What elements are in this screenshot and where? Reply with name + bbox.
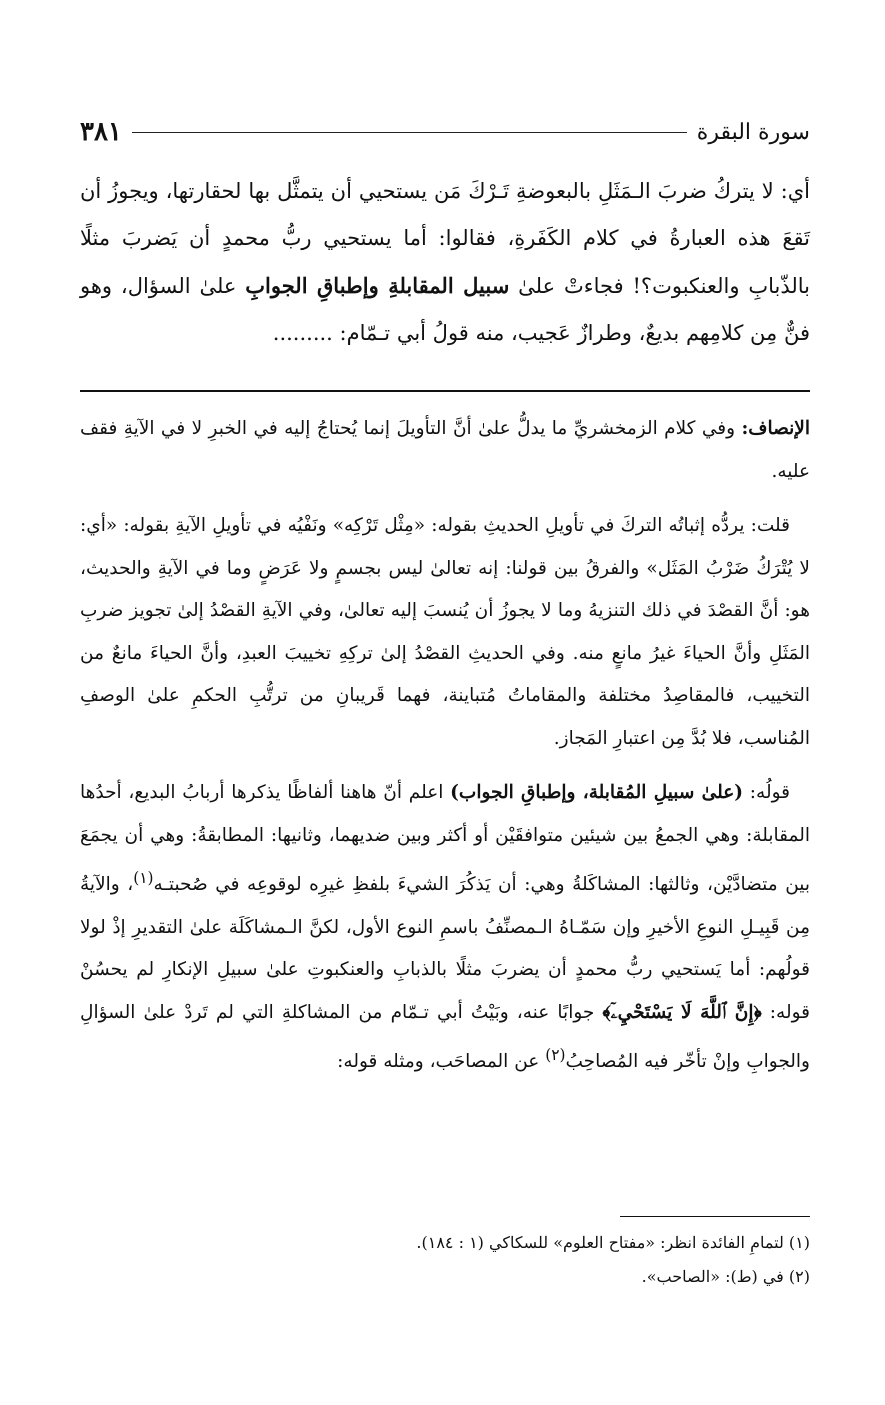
p3-quoted-label: (علىٰ سبيلِ المُقابلة، وإطباقِ الجواب) — [450, 782, 744, 803]
page-header — [80, 112, 810, 152]
commentary-paragraph-1 — [80, 408, 810, 493]
p3-lead: قولُه: — [743, 782, 790, 803]
main-text-part-2: علىٰ السؤال، وهو فنٌّ مِن كلامِهم بديعٌ، وطرازٌ عَجيب، منه قولُ أبي تـمّام: ......... — [80, 274, 810, 345]
footnotes — [80, 1226, 810, 1294]
header-rule — [132, 132, 687, 133]
footnote-2: (٢) في (ط): «الصاحب». — [641, 1267, 810, 1286]
insaf-label: الإنصاف: — [741, 418, 810, 439]
commentary-paragraph-2: قلت: يردُّه إثباتُه التركَ في تأويلِ الحديثِ بقوله: «مِثْل تَرْكِه» ونَفْيُه في تأويلِ الآيةِ بقوله: «أي: لا يُتْرَكُ ضَرْبُ المَثَل» والفرقُ بين قولنا: إنه تعالىٰ ليس بجسمٍ ولا عَرَضٍ وما في الآيةِ والحديث، هو: أنَّ القصْدَ في ذلك التنزيهُ وما لا يجوزُ أن يُنسبَ إليه تعالىٰ، وفي الآيةِ القصْدُ إلىٰ تجويز ضربِ المَثَلِ وأنَّ الحياءَ غيرُ مانعٍ منه. وفي الحديثِ القصْدُ إلىٰ تركِهِ تخييبَ العبدِ، وأنَّ الحياءَ مانعٌ من التخييب، فالمقاصِدُ مختلفة والمقاماتُ مُتباينة، فهما قَريبانِ من ترتُّبِ الحكمِ علىٰ الوصفِ المُناسب، فلا بُدَّ مِن اعتبارِ المَجاز. — [80, 515, 810, 749]
quran-quote: ﴿إِنَّ ٱللَّهَ لَا يَسْتَحْيِۦٓ﴾ — [602, 1001, 762, 1023]
surah-title: سورة البقرة — [696, 119, 810, 145]
commentary-paragraph-3 — [80, 772, 810, 1084]
p3-text-c: جوابًا عنه، وبَيْتُ أبي تـمّام من المشاكلةِ التي لم تَردْ علىٰ السؤالِ والجوابِ وإنْ تأخّر فيه المُصاحِبُ — [80, 1001, 810, 1073]
main-text — [80, 168, 810, 357]
main-text-part-1: أي: لا يتركُ ضربَ الـمَثَلِ بالبعوضةِ تَـرْكَ مَن يستحيي أن يتمثَّل بها لحقارتها، ويجوزُ أن تَقعَ هذه العبارةُ في كلام الكَفَرةِ، فقالوا: أما يستحيي ربُّ محمدٍ أن يَضربَ مثلًا بالذّبابِ والعنكبوت؟! فجاءتْ علىٰ — [80, 179, 810, 298]
footnote-1: (١) لتمامِ الفائدة انظر: «مفتاح العلوم» للسكاكي (١ : ١٨٤). — [416, 1233, 810, 1252]
commentary-p1-text: وفي كلام الزمخشريِّ ما يدلُّ علىٰ أنَّ التأويلَ إنما يُحتاجُ إليه في الخبرِ لا في الآيةِ فقف عليه. — [80, 418, 810, 482]
p3-text-d: عن المصاحَب، ومثله قوله: — [337, 1051, 546, 1073]
page-number: ٣٨١ — [80, 117, 122, 147]
section-divider — [80, 390, 810, 392]
p3-text-a: اعلم أنّ هاهنا ألفاظًا يذكرها أربابُ البديع، أحدُها المقابلة: وهي الجمعُ بين شيئين متوافقَيْن أو أكثر وبين ضديهما، وثانيها: المطابقةُ: وهي أن يجمَعَ بين متضادَّيْن، وثالثها: المشاكَلةُ وهي: أن يَذكُرَ الشيءَ بلفظِ غيرِه لوقوعِه في صُحبتـه — [80, 782, 811, 896]
commentary — [80, 408, 810, 1084]
main-text-bold: سبيل المقابلةِ وإطباقِ الجوابِ — [245, 273, 510, 298]
footnote-rule — [620, 1216, 810, 1217]
footnote-ref-1[interactable]: (١) — [133, 869, 154, 887]
footnote-ref-2[interactable]: (٢) — [545, 1046, 566, 1065]
p3-text-b: ، والآيةُ مِن قَبِيـلِ النوعِ الأخيرِ وإن سَمّـاهُ الـمصنِّفُ باسمِ النوع الأول، لكنَّ الـمشاكَلَة علىٰ التقديرِ إذْ لولا قولُهم: أما يَستحيي ربُّ محمدٍ أن يضربَ مثلًا بالذبابِ والعنكبوتِ علىٰ سبيلِ الإنكارِ لم يحسُنْ قوله: — [80, 874, 810, 1023]
